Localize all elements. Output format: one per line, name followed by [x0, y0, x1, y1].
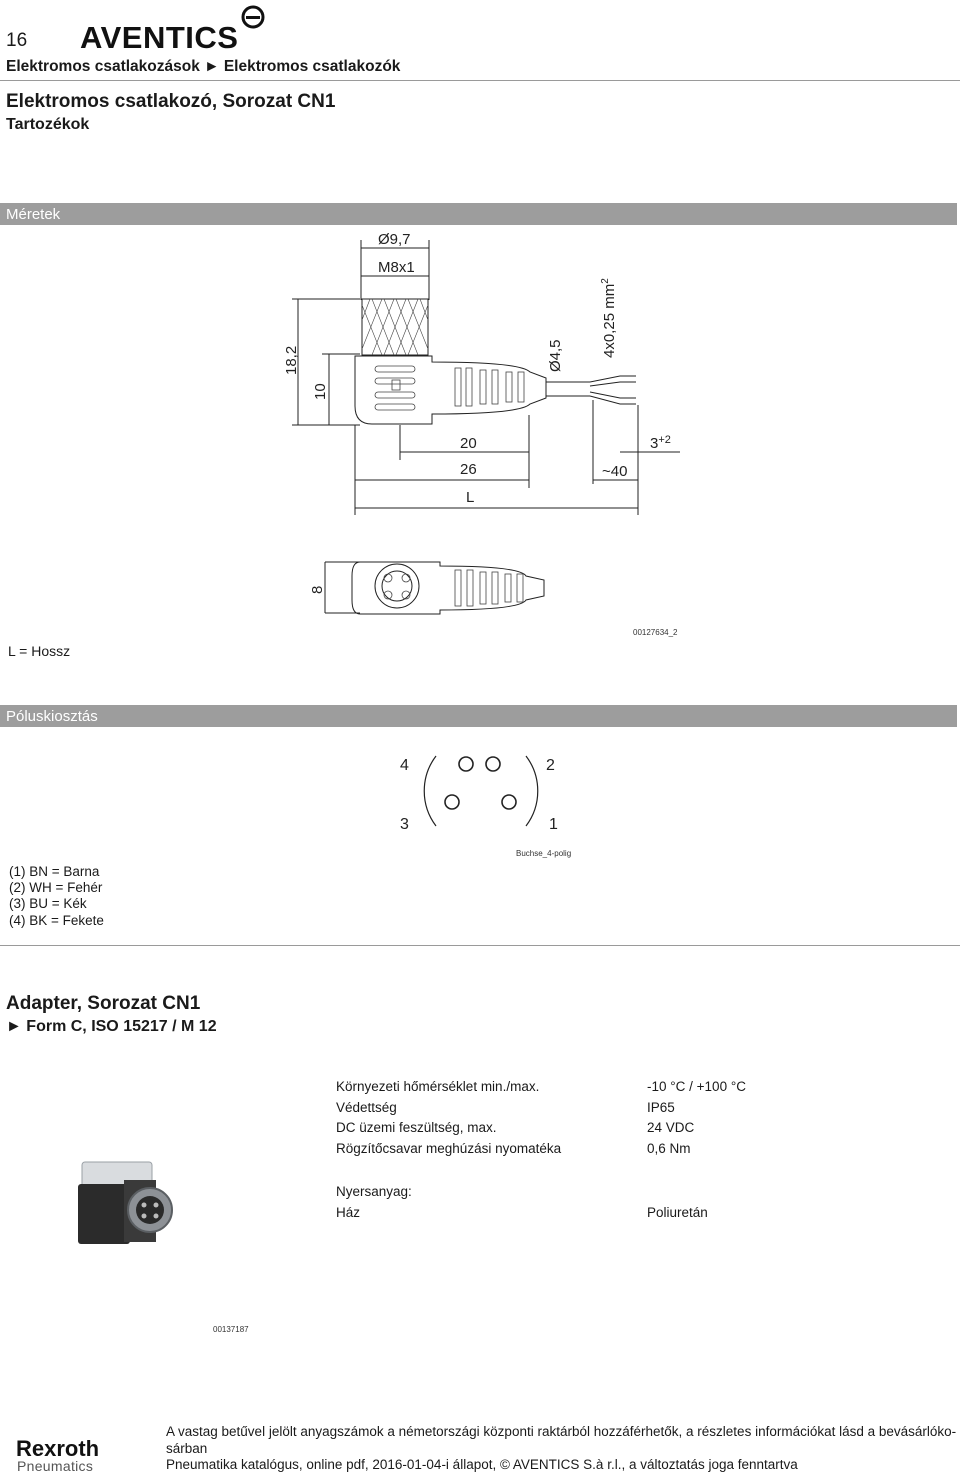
pin-label-2: 2 [546, 757, 555, 774]
rexroth-logo: Rexroth [16, 1436, 100, 1461]
dim-diameter-outer: Ø9,7 [378, 231, 411, 248]
adapter-title: Adapter, Sorozat CN1 [6, 993, 201, 1014]
header-divider [0, 80, 960, 81]
pin-label-4: 4 [400, 757, 409, 774]
spec-label: Környezeti hőmérséklet min./max. [336, 1079, 540, 1094]
breadcrumb-separator: ► [204, 58, 220, 75]
spec-label: Rögzítőcsavar meghúzási nyomatéka [336, 1140, 562, 1156]
pneumatics-logo-text: Pneumatics [17, 1458, 94, 1474]
section-header-pin-assignment: Póluskiosztás [0, 705, 957, 727]
section-header-dimensions: Méretek [0, 203, 957, 225]
section-divider [0, 945, 960, 946]
page-number: 16 [6, 30, 28, 51]
dim-height-total: 18,2 [283, 345, 300, 375]
spec-value: 0,6 Nm [647, 1140, 691, 1156]
pin-label-3: 3 [400, 816, 409, 833]
breadcrumb-item[interactable]: Elektromos csatlakozások [6, 58, 200, 75]
spec-label: Védettség [336, 1099, 397, 1115]
dim-diameter-cable: Ø4,5 [547, 339, 564, 372]
footer-note-line1: A vastag betűvel jelölt anyagszámok a németországi központi raktárból hozzáférhetők, a részletes információkat lásd a bevásárlóko- [166, 1424, 957, 1439]
dim-len-3: $3^{+2}$ [650, 434, 671, 452]
length-note: L = Hossz [8, 643, 71, 659]
adapter-product-image [74, 1150, 186, 1250]
spec-value: 24 VDC [647, 1120, 695, 1136]
page-subtitle: Tartozékok [6, 116, 90, 133]
spec-values [647, 1077, 746, 1159]
footer-note-line2: sárban [166, 1441, 208, 1456]
legend-item: (3) BU = Kék [9, 896, 87, 912]
pin-diagram-caption: Buchse_4-polig [516, 849, 572, 858]
legend-item: (1) BN = Barna [9, 864, 100, 879]
arrow-icon: ► [6, 1018, 22, 1035]
spec-labels [336, 1077, 561, 1159]
footer-note-line3: Pneumatika katalógus, online pdf, 2016-01-04-i állapot, © AVENTICS S.à r.l., a változtatás joga fenntartva [166, 1457, 798, 1472]
dim-width-8: 8 [309, 585, 326, 594]
legend-item: (2) WH = Fehér [9, 880, 103, 896]
dim-thread: M8x1 [378, 259, 415, 276]
dim-len-20: 20 [460, 435, 477, 452]
legend-item: (4) BK = Fekete [9, 912, 104, 928]
image-id: 00127634_2 [633, 628, 678, 637]
breadcrumb-item[interactable]: Elektromos csatlakozók [223, 58, 401, 75]
material-value: Poliuretán [647, 1205, 708, 1220]
dim-len-L: L [466, 489, 475, 506]
spec-value: -10 °C / +100 °C [647, 1079, 746, 1094]
spec-label: DC üzemi feszültség, max. [336, 1120, 497, 1136]
adapter-subtitle: ► Form C, ISO 15217 / M 12 [6, 1018, 217, 1035]
dim-wire-section: 4x0,25 $mm^2$ [600, 278, 618, 358]
dim-height-body: 10 [312, 383, 329, 400]
page-title: Elektromos csatlakozó, Sorozat CN1 [6, 91, 336, 112]
dim-len-26: 26 [460, 461, 477, 478]
breadcrumb [6, 58, 400, 76]
spec-value: IP65 [647, 1099, 675, 1115]
material-heading: Nyersanyag: [336, 1184, 412, 1199]
dim-len-40: ~40 [602, 463, 628, 480]
material-label: Ház [336, 1205, 361, 1220]
adapter-image-id: 00137187 [213, 1325, 249, 1334]
svg-text:AVENTICS: AVENTICS [80, 20, 239, 52]
aventics-logo [80, 4, 266, 52]
pin-label-1: 1 [549, 816, 558, 833]
pin-diagram [380, 740, 580, 840]
dimension-drawing [0, 225, 960, 645]
wire-color-legend [9, 864, 104, 929]
